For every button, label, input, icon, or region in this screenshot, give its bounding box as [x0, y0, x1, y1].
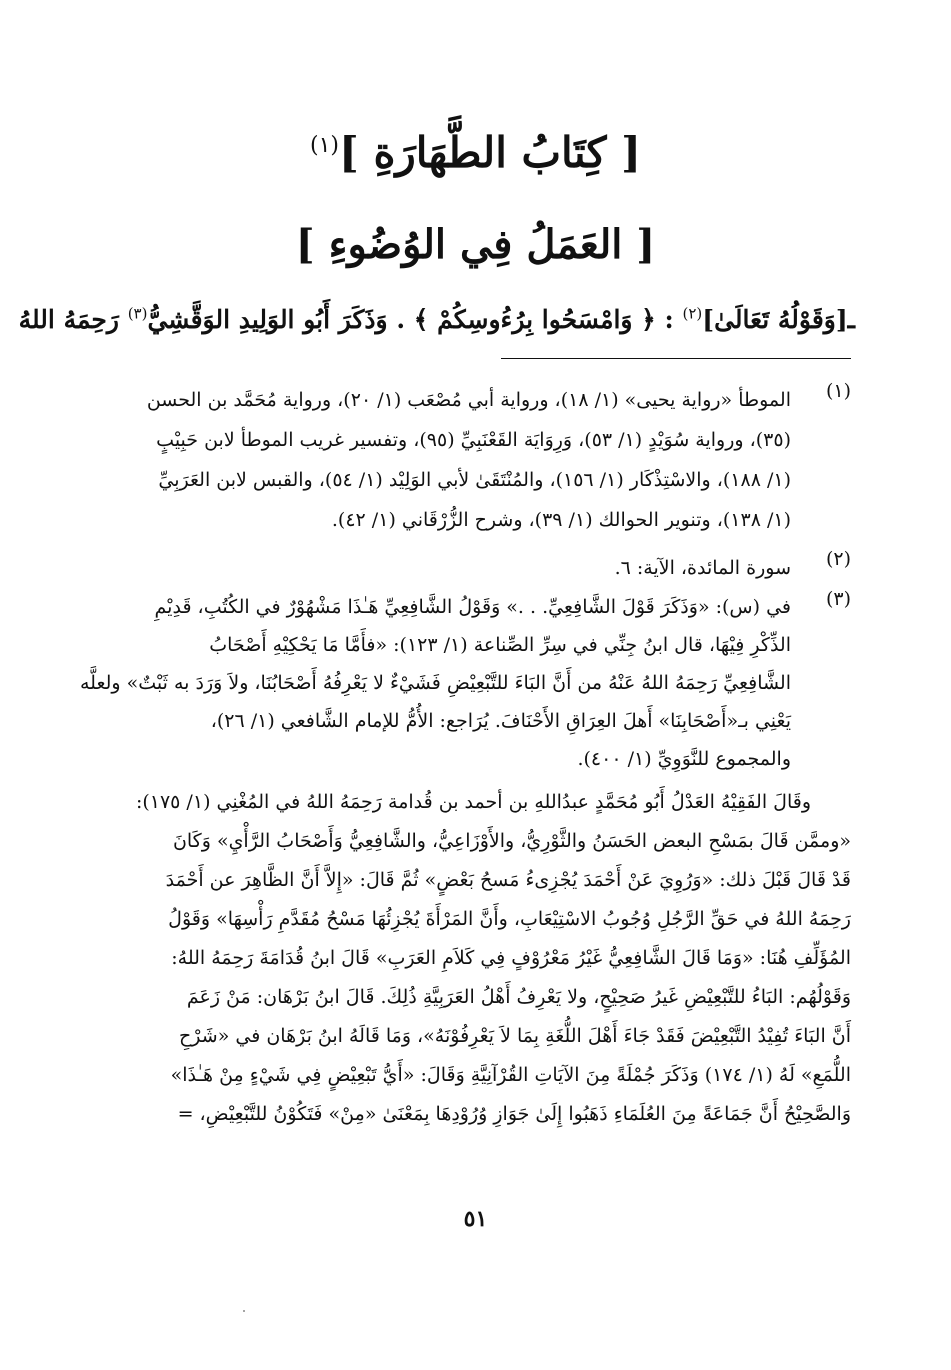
continuation-line: وَقَوْلُهُم: البَاءُ للتَّبْعِيْضِ غَيرُ صَحِيْحٍ، ولا يَعْرِفُ أَهْلُ العَرَبِيَّةِ ذُلِكَ. قَالَ ابنُ بَرْهَان: مَنْ زَعَمَ [186, 986, 851, 1008]
footnote-line: الموطأ «رواية يحيى» (١/ ١٨)، ورواية أبي مُصْعَب (١/ ٢٠)، ورواية مُحَمَّد بن الحسن [146, 389, 791, 411]
footnote-2 [103, 548, 851, 588]
page-number: ٥١ [463, 1206, 488, 1232]
book-title-footnote-marker: (١) [310, 133, 340, 158]
footnote-body [80, 588, 791, 778]
footnotes [80, 380, 851, 778]
verse-footnote-marker-3: (٣) [127, 304, 148, 323]
footnote-line: الذِّكْرِ فِيْهَا، قال ابنُ جِنِّي في سِرِّ الصِّناعة (١/ ١٢٣): «فأَمَّا مَا يَحْكِيْهِ أَصْحَابُ [209, 634, 791, 656]
verse-line-part2: : ﴿ وَامْسَحُوا بِرُءُوسِكُمْ ﴾ . وَذَكَرَ أَبُو الوَلِيدِ الوَقَّشِيُّ [147, 305, 674, 334]
continuation-line: اللُّمَعِ» لَهُ (١/ ١٧٤) وَذَكَرَ جُمْلَةً مِنَ الآيَاتِ القُرْآنِيَّةِ وَقَالَ: «أَيُّ تَبْعِيْضٍ فِي شَيْءٍ مِنْ هَـٰذَا» [170, 1064, 851, 1086]
footnote-line: في (س): «وَذَكَرَ قَوْلَ الشَّافِعِيِّ. . .» وَقَوْلُ الشَّافِعِيِّ هَـٰذَا مَشْهُوْرٌ في الكُتُبِ، قَدِيْمِ [154, 596, 791, 618]
footnote-continuation [135, 783, 851, 1134]
footnote-body [103, 548, 791, 588]
footnote-line: يَعْنِي بـ«أَصْحَابِنَا» أَهلَ العِرَاقِ الأَحْنَافَ. يُرَاجع: الأُمُّ للإمام الشَّافعي (١/ ٢٦)، [210, 710, 791, 732]
footnote-line: سورة المائدة، الآية: ٦. [614, 557, 791, 579]
footnote-body [103, 380, 791, 540]
footnote-3 [80, 588, 851, 778]
footnote-number: (٣) [825, 588, 851, 610]
continuation-line: وَالصَّحِيْحُ أَنَّ جَمَاعَةً مِنَ العُلَمَاءِ ذَهَبُوا إِلَىٰ جَوَازِ وُرُوْدِهَا بِمَعْنَىٰ «مِنْ» فَتَكُوْنُ للتَّبْعِيْضِ، = [177, 1103, 851, 1125]
footnote-1 [103, 380, 851, 540]
footnote-line: والمجموع للنَّوَوِيِّ (١/ ٤٠٠). [577, 748, 791, 770]
book-title-text: [ كِتَابُ الطَّهَارَةِ ] [339, 128, 641, 177]
continuation-line: وقَالَ الفَقِيْهُ العَدْلُ أَبُو مُحَمَّدٍ عبدُاللهِ بن أحمد بن قُدامة رَحِمَهُ اللهُ في المُغْنِي (١/ ١٧٥): [135, 791, 811, 813]
verse-line-part3: رَحِمَهُ اللهُ [18, 305, 119, 334]
continuation-line: «وممَّن قَالَ بمَسْحِ البعض الحَسَنُ والثَّوْرِيُّ، والأَوْزَاعِيُّ، والشَّافِعِيُّ وَأَصْحَابُ الرَّأْيِ» وَكَانَ [172, 830, 851, 852]
verse-line [18, 292, 855, 348]
continuation-line: أَنَّ البَاءَ تُفِيْدُ التَّبْعِيْضَ فَقَدْ جَاءَ أَهْلَ اللُّغَةِ بِمَا لاَ يَعْرِفُوْنَهُ»، وَمَا قَالَهُ ابنُ بَرْهَان في «شَرْحِ [179, 1025, 851, 1047]
footnote-line: (٣٥)، ورواية سُوَيْدٍ (١/ ٥٣)، وَرِوَايَة القَعْنَبِيِّ (٩٥)، وتفسير غريب الموطأ لابن حَبِيْبٍ [156, 429, 791, 451]
footnote-line: (١/ ١٨٨)، والاسْتِذْكَار (١/ ١٥٦)، والمُنْتَقَىٰ لأبي الوَلِيْد (١/ ٥٤)، والقبس لابن العَرَبِيِّ [158, 469, 791, 491]
footnote-line: الشَّافِعِيِّ رَحِمَهُ اللهُ عَنْهُ من أَنَّ البَاءَ للتَّبْعِيْضِ فَشَيْءٌ لا يَعْرِفُهُ أَصْحَابُنَا، ولاَ وَرَدَ به ثَبْتٌ» ولعلَّه [80, 672, 791, 694]
book-title [0, 118, 951, 188]
verse-line-part1: ـ[وَقَوْلُهُ تَعَالَىٰ] [702, 305, 855, 334]
verse-footnote-marker-2: (٢) [682, 304, 703, 323]
footnote-number: (١) [825, 380, 851, 402]
continuation-line: قَدْ قَالَ قَبْلَ ذلك: «وَرُوِيَ عَنْ أَحْمَدَ يُجْزِىءُ مَسحُ بَعْضٍ» ثُمَّ قَالَ: «إِلاَّ أَنَّ الظَّاهِرَ عن أَحْمَدَ [165, 869, 851, 891]
continuation-line: رَحِمَهُ اللهُ في حَقِّ الرَّجُلِ وُجُوبُ الاسْتِيْعَابِ، وأَنَّ المَرْأَةَ يُجْزِئُهَا مَسْحُ مُقَدَّمِ رَأْسِهَا» وَقَوْلُ [168, 908, 851, 930]
footnote-line: (١/ ١٣٨)، وتنوير الحوالك (١/ ٣٩)، وشرح الزُّرْقَاني (١/ ٤٢). [331, 509, 791, 531]
scan-speck [243, 1310, 245, 1312]
footnote-separator [501, 358, 851, 359]
chapter-title: [ العَمَلُ فِي الوُضُوءِ ] [295, 221, 656, 268]
footnote-number: (٢) [825, 548, 851, 570]
continuation-line: المُؤَلِّفِ هُنَا: «وَمَا قَالَ الشَّافِعِيُّ غَيْرُ مَعْرُوْفٍ فِي كَلاَمِ العَرَبِ» قَالَ ابنُ قُدَامَةَ رَحِمَهُ اللهُ: [171, 947, 851, 969]
